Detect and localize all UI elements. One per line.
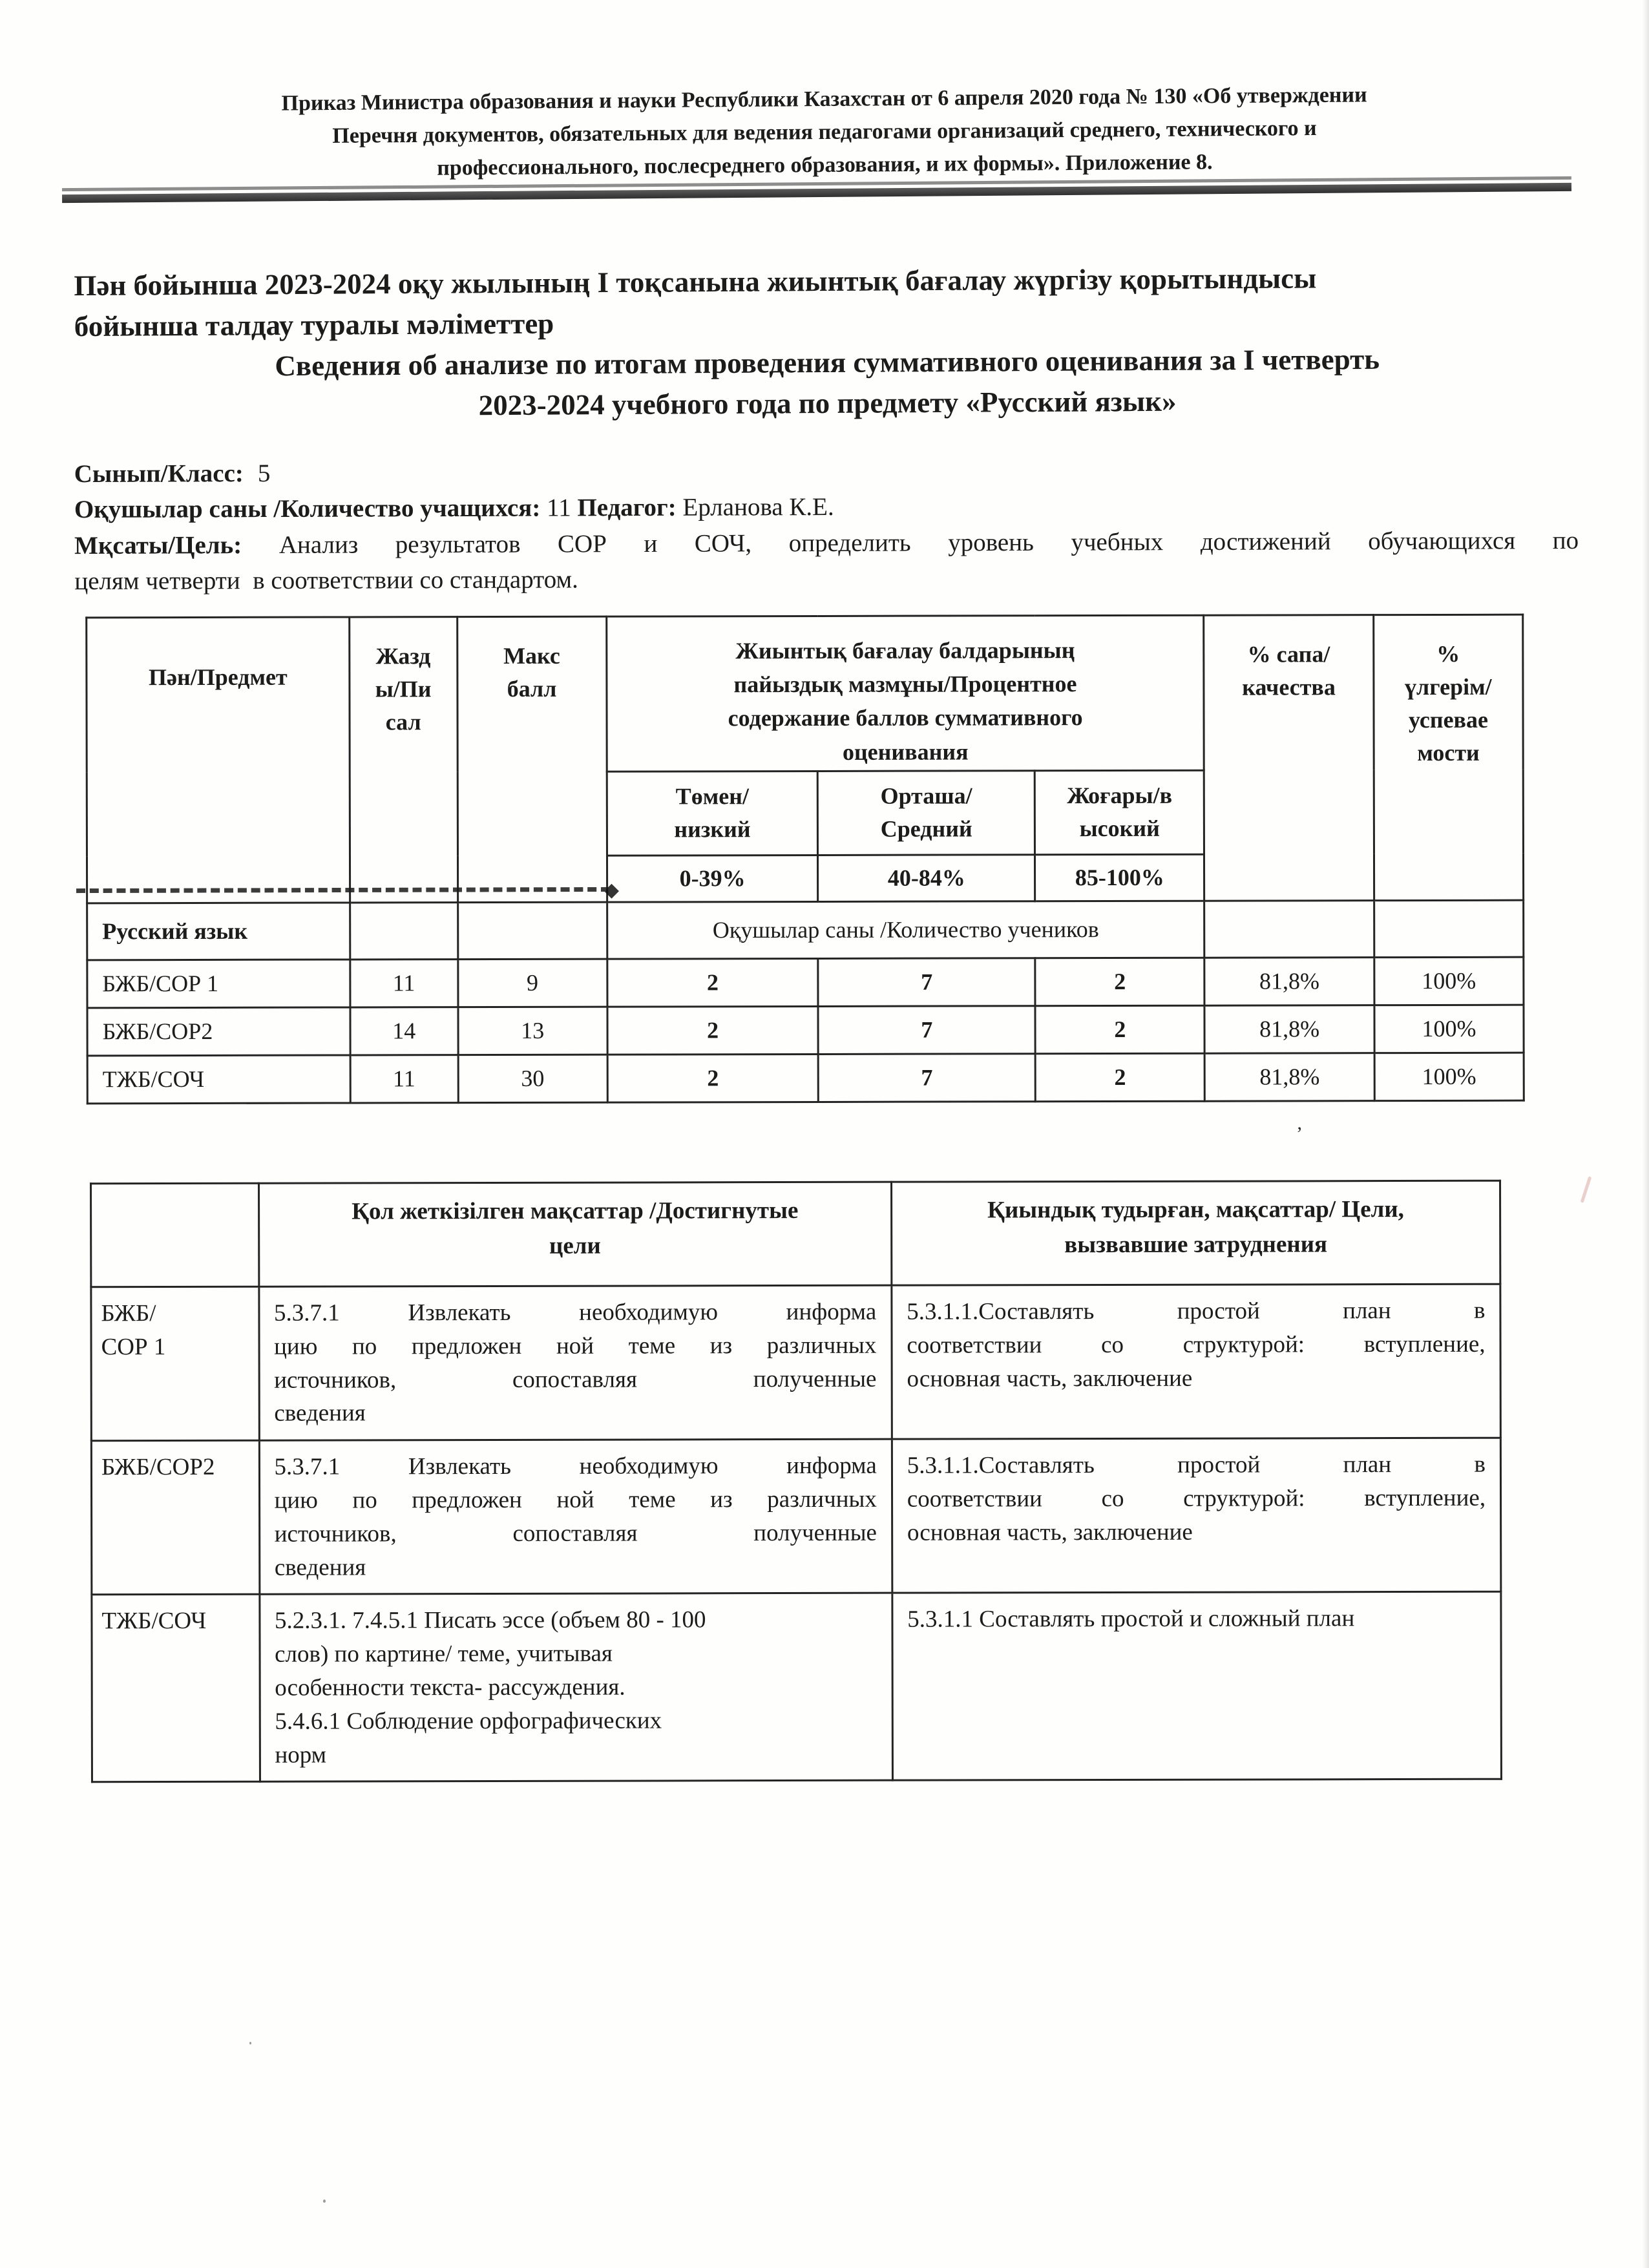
goals-difficulties-cell (892, 1592, 1502, 1781)
row-max: 30 (458, 1055, 607, 1102)
difficulties-text: 5.3.1.1.Составлять простой план в соответствии со структурой: вступление, (907, 1297, 1486, 1359)
title-russian-line2: 2023-2024 учебного года по предмету «Русский язык» (478, 384, 1177, 422)
goals-row-label: ТЖБ/СОЧ (92, 1595, 260, 1783)
difficulties-text-last: основная часть, заключение (907, 1365, 1193, 1392)
goals-achieved-cell (259, 1439, 892, 1594)
achieved-text-last: сведения (274, 1400, 366, 1427)
students-label: Оқушылар саны /Количество учащихся: (74, 494, 541, 524)
subject-empty-quality (1204, 900, 1374, 958)
row-low: 2 (607, 1006, 819, 1055)
row-low: 2 (607, 1054, 819, 1102)
ministry-order-header: Приказ Министра образования и науки Республики Казахстан от 6 апреля 2020 года № 130 «Об утверждении Перечня документов, обязательных для ведения педагогами организаций среднего, технического и профессионального, послесреднего образования, и их формы». Приложение 8. (281, 83, 1367, 180)
row-max: 13 (457, 1007, 607, 1055)
achieved-text: 5.3.7.1 Извлекать необходимую информа цию по предложен ной теме из различных источников, сопоставляя полученные (274, 1452, 877, 1548)
subject-empty-progress (1374, 900, 1523, 957)
students-teacher-line (74, 487, 1579, 528)
results-row-sor1 (87, 957, 1524, 1008)
subject-merged-label: Оқушылар саны /Количество учеников (607, 901, 1204, 959)
goals-row-label: БЖБ/ СОР 1 (91, 1286, 259, 1441)
header-mid-range: 40-84% (818, 855, 1035, 902)
info-block (74, 451, 1579, 600)
header-mid: Орташа/ Средний (818, 771, 1035, 856)
results-row-soch (87, 1053, 1524, 1104)
scan-speck (249, 2042, 251, 2044)
goals-header-empty (91, 1183, 259, 1287)
class-value: 5 (257, 459, 271, 488)
header-high: Жоғары/в ысокий (1035, 770, 1204, 855)
row-low: 2 (607, 958, 819, 1007)
title-kazakh: Пән бойынша 2023-2024 оқу жылының I тоқсанына жиынтық бағалау жүргізу қорытындысы бойынша талдау туралы мәліметтер (74, 262, 1317, 343)
header-low: Төмен/ низкий (607, 771, 818, 856)
goals-header-achieved: Қол жеткізілген мақсаттар /Достигнутые цели (258, 1182, 892, 1286)
row-high: 2 (1035, 1053, 1204, 1102)
row-wrote: 11 (350, 1055, 458, 1102)
title-russian-line1: Сведения об анализе по итогам проведения суммативного оценивания за I четверть (275, 342, 1380, 383)
row-max: 9 (457, 959, 607, 1007)
goal-line-2: целям четверти в соответствии со стандартом. (74, 565, 578, 596)
achieved-text-last: сведения (274, 1553, 366, 1581)
subject-name-cell: Русский язык (87, 903, 350, 960)
achieved-text: 5.2.3.1. 7.4.5.1 Писать эссе (объем 80 - 100 слов) по картине/ теме, учитывая особенности текста- рассуждения. 5.4.6.1 Соблюдение орфографических норм (274, 1606, 706, 1769)
goal-line-1 (74, 523, 1579, 564)
header-subject: Пән/Предмет (87, 617, 350, 903)
row-name: БЖБ/СОР 1 (87, 960, 350, 1008)
subject-row (87, 900, 1524, 960)
row-name: БЖБ/СОР2 (87, 1007, 350, 1056)
row-quality: 81,8% (1205, 1053, 1374, 1101)
row-quality: 81,8% (1204, 957, 1374, 1005)
row-wrote: 11 (350, 959, 458, 1007)
row-quality: 81,8% (1204, 1005, 1374, 1053)
goals-row-soch (92, 1592, 1502, 1783)
subject-empty-wrote (350, 902, 457, 959)
results-header-row-1 (87, 614, 1523, 772)
scan-edge-shadow (1643, 0, 1649, 2268)
goals-achieved-cell (259, 1593, 892, 1782)
header-summary-percent: Жиынтық бағалау балдарының пайыздық мазмұны/Процентное содержание баллов суммативного оценивания (606, 615, 1204, 772)
teacher-value: Ерланова К.Е. (682, 493, 834, 522)
goals-row-label: БЖБ/СОР2 (91, 1440, 259, 1595)
goals-achieved-cell (258, 1285, 892, 1440)
row-mid: 7 (818, 1006, 1035, 1055)
scan-speck (323, 2200, 326, 2203)
teacher-label: Педагог: (577, 494, 677, 522)
results-table (85, 614, 1525, 1104)
class-label: Сынып/Класс: (74, 459, 244, 488)
row-mid: 7 (819, 1054, 1036, 1102)
row-progress: 100% (1374, 1005, 1524, 1053)
header-wrote: Жазд ы/Пи сал (350, 617, 458, 903)
row-mid: 7 (818, 958, 1035, 1007)
results-row-sor2 (87, 1005, 1524, 1056)
goals-difficulties-cell (892, 1438, 1501, 1593)
goals-row-sor2 (91, 1438, 1500, 1595)
header-low-range: 0-39% (607, 855, 818, 902)
students-value: 11 (547, 494, 571, 522)
goals-row-sor1 (91, 1284, 1500, 1441)
header-progress-percent: % үлгерім/ успевае мости (1373, 614, 1523, 900)
scan-noise-mark: ’ (1296, 1123, 1303, 1144)
row-progress: 100% (1374, 957, 1524, 1005)
row-progress: 100% (1374, 1053, 1524, 1100)
difficulties-text: 5.3.1.1 Составлять простой и сложный план (907, 1605, 1355, 1633)
scan-pink-smudge (1581, 1176, 1592, 1202)
goal-label: Мқсаты/Цель: (74, 530, 242, 560)
subject-empty-max (457, 902, 607, 959)
difficulties-text-last: основная часть, заключение (907, 1518, 1193, 1546)
achieved-text: 5.3.7.1 Извлекать необходимую информа цию по предложен ной теме из различных источников, сопоставляя полученные (273, 1298, 877, 1394)
goals-header-difficulties: Қиындық тудырған, мақсаттар/ Цели, вызвавшие затруднения (891, 1181, 1500, 1285)
goals-difficulties-cell (892, 1284, 1501, 1439)
header-quality-percent: % сапа/ качества (1204, 615, 1374, 901)
goal-text-line1: Анализ результатов СОР и СОЧ, определить уровень учебных достижений обучающихся по (278, 526, 1579, 559)
goals-header-row (91, 1181, 1500, 1287)
difficulties-text: 5.3.1.1.Составлять простой план в соответствии со структурой: вступление, (907, 1451, 1486, 1513)
class-line (74, 451, 1579, 492)
document-title (74, 257, 1580, 428)
row-name: ТЖБ/СОЧ (87, 1055, 350, 1104)
header-max-score: Макс балл (457, 616, 607, 902)
goals-table (90, 1180, 1502, 1783)
header-high-range: 85-100% (1035, 854, 1204, 901)
row-wrote: 14 (350, 1007, 458, 1055)
row-high: 2 (1035, 1005, 1204, 1054)
row-high: 2 (1035, 958, 1204, 1006)
scan-dot-artifact: ◆ (604, 879, 620, 901)
